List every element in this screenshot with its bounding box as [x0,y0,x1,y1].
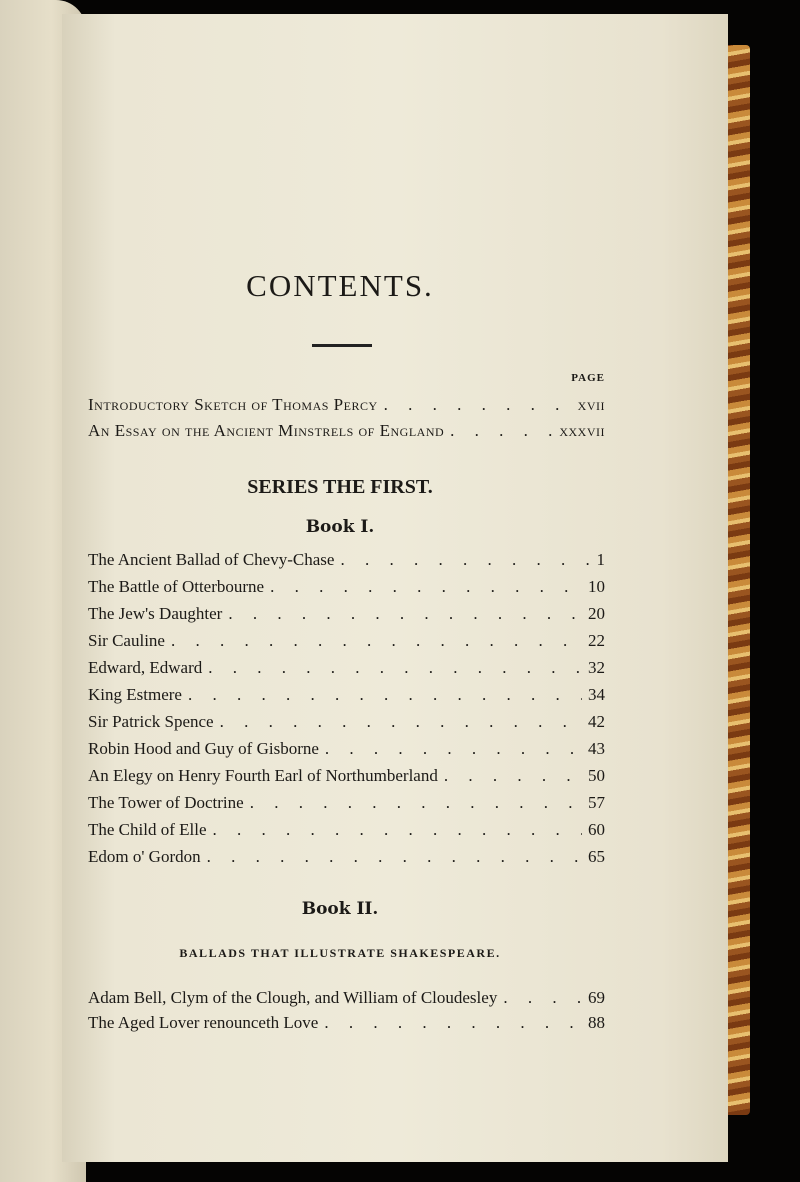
entry-page: xxxvii [559,421,605,440]
dot-leader [171,631,582,651]
entry-title: King Estmere [88,685,182,704]
toc-entry [88,820,605,840]
entry-title: Sir Patrick Spence [88,712,214,731]
entry-title: The Aged Lover renounceth Love [88,1013,319,1032]
toc-entry [88,604,605,624]
toc-entry [88,847,605,867]
entry-page: 22 [588,631,605,650]
dot-leader [384,395,572,415]
dot-leader [228,604,582,624]
entry-title: Introductory Sketch of Thomas Percy [88,395,378,414]
entry-page: 42 [588,712,605,731]
toc-entry [88,550,605,570]
entry-page: 1 [596,550,605,569]
entry-title: An Elegy on Henry Fourth Earl of Northumberland [88,766,438,785]
toc-entry [88,577,605,597]
entry-title: Robin Hood and Guy of Gisborne [88,739,319,758]
dot-leader [444,766,582,786]
entry-title: Adam Bell, Clym of the Clough, and William of Cloudesley [88,988,498,1007]
dot-leader [207,847,582,867]
entry-page: 32 [588,658,605,677]
dot-leader [503,988,582,1008]
entry-page: xvii [577,395,605,414]
entry-page: 69 [588,988,605,1007]
dot-leader [340,550,590,570]
page-title: CONTENTS. [246,268,434,303]
toc-entry [88,766,605,786]
entry-page: 65 [588,847,605,866]
toc-entry [88,658,605,678]
toc-entry [88,712,605,732]
entry-title: The Child of Elle [88,820,207,839]
book-subtitle: BALLADS THAT ILLUSTRATE SHAKESPEARE. [179,946,501,960]
dot-leader [188,685,582,705]
toc-entry [88,421,605,441]
entry-title: An Essay on the Ancient Minstrels of England [88,421,445,440]
dot-leader [208,658,582,678]
entry-page: 10 [588,577,605,596]
dot-leader [325,739,582,759]
title-rule [312,344,372,347]
entry-title: The Tower of Doctrine [88,793,244,812]
toc-entry [88,685,605,705]
entry-title: The Battle of Otterbourne [88,577,265,596]
entry-page: 34 [588,685,605,704]
book-heading: Book II. [301,899,379,919]
dot-leader [450,421,553,441]
series-heading: SERIES THE FIRST. [247,476,433,498]
entry-title: The Jew's Daughter [88,604,223,623]
entry-page: 43 [588,739,605,758]
toc-entry [88,739,605,759]
dot-leader [324,1013,582,1033]
toc-entry [88,793,605,813]
entry-page: 20 [588,604,605,623]
dot-leader [213,820,582,840]
dot-leader [220,712,582,732]
dot-leader [270,577,582,597]
toc-entry [88,395,605,415]
toc-entry [88,1013,605,1033]
entry-page: 57 [588,793,605,812]
toc-entry [88,631,605,651]
entry-title: Sir Cauline [88,631,165,650]
dot-leader [250,793,582,813]
entry-title: The Ancient Ballad of Chevy-Chase [88,550,335,569]
entry-title: Edward, Edward [88,658,203,677]
entry-page: 50 [588,766,605,785]
entry-page: 88 [588,1013,605,1032]
book-heading: Book I. [305,517,375,537]
page-column-label: PAGE [571,372,605,384]
entry-page: 60 [588,820,605,839]
toc-entry [88,988,605,1008]
entry-title: Edom o' Gordon [88,847,201,866]
